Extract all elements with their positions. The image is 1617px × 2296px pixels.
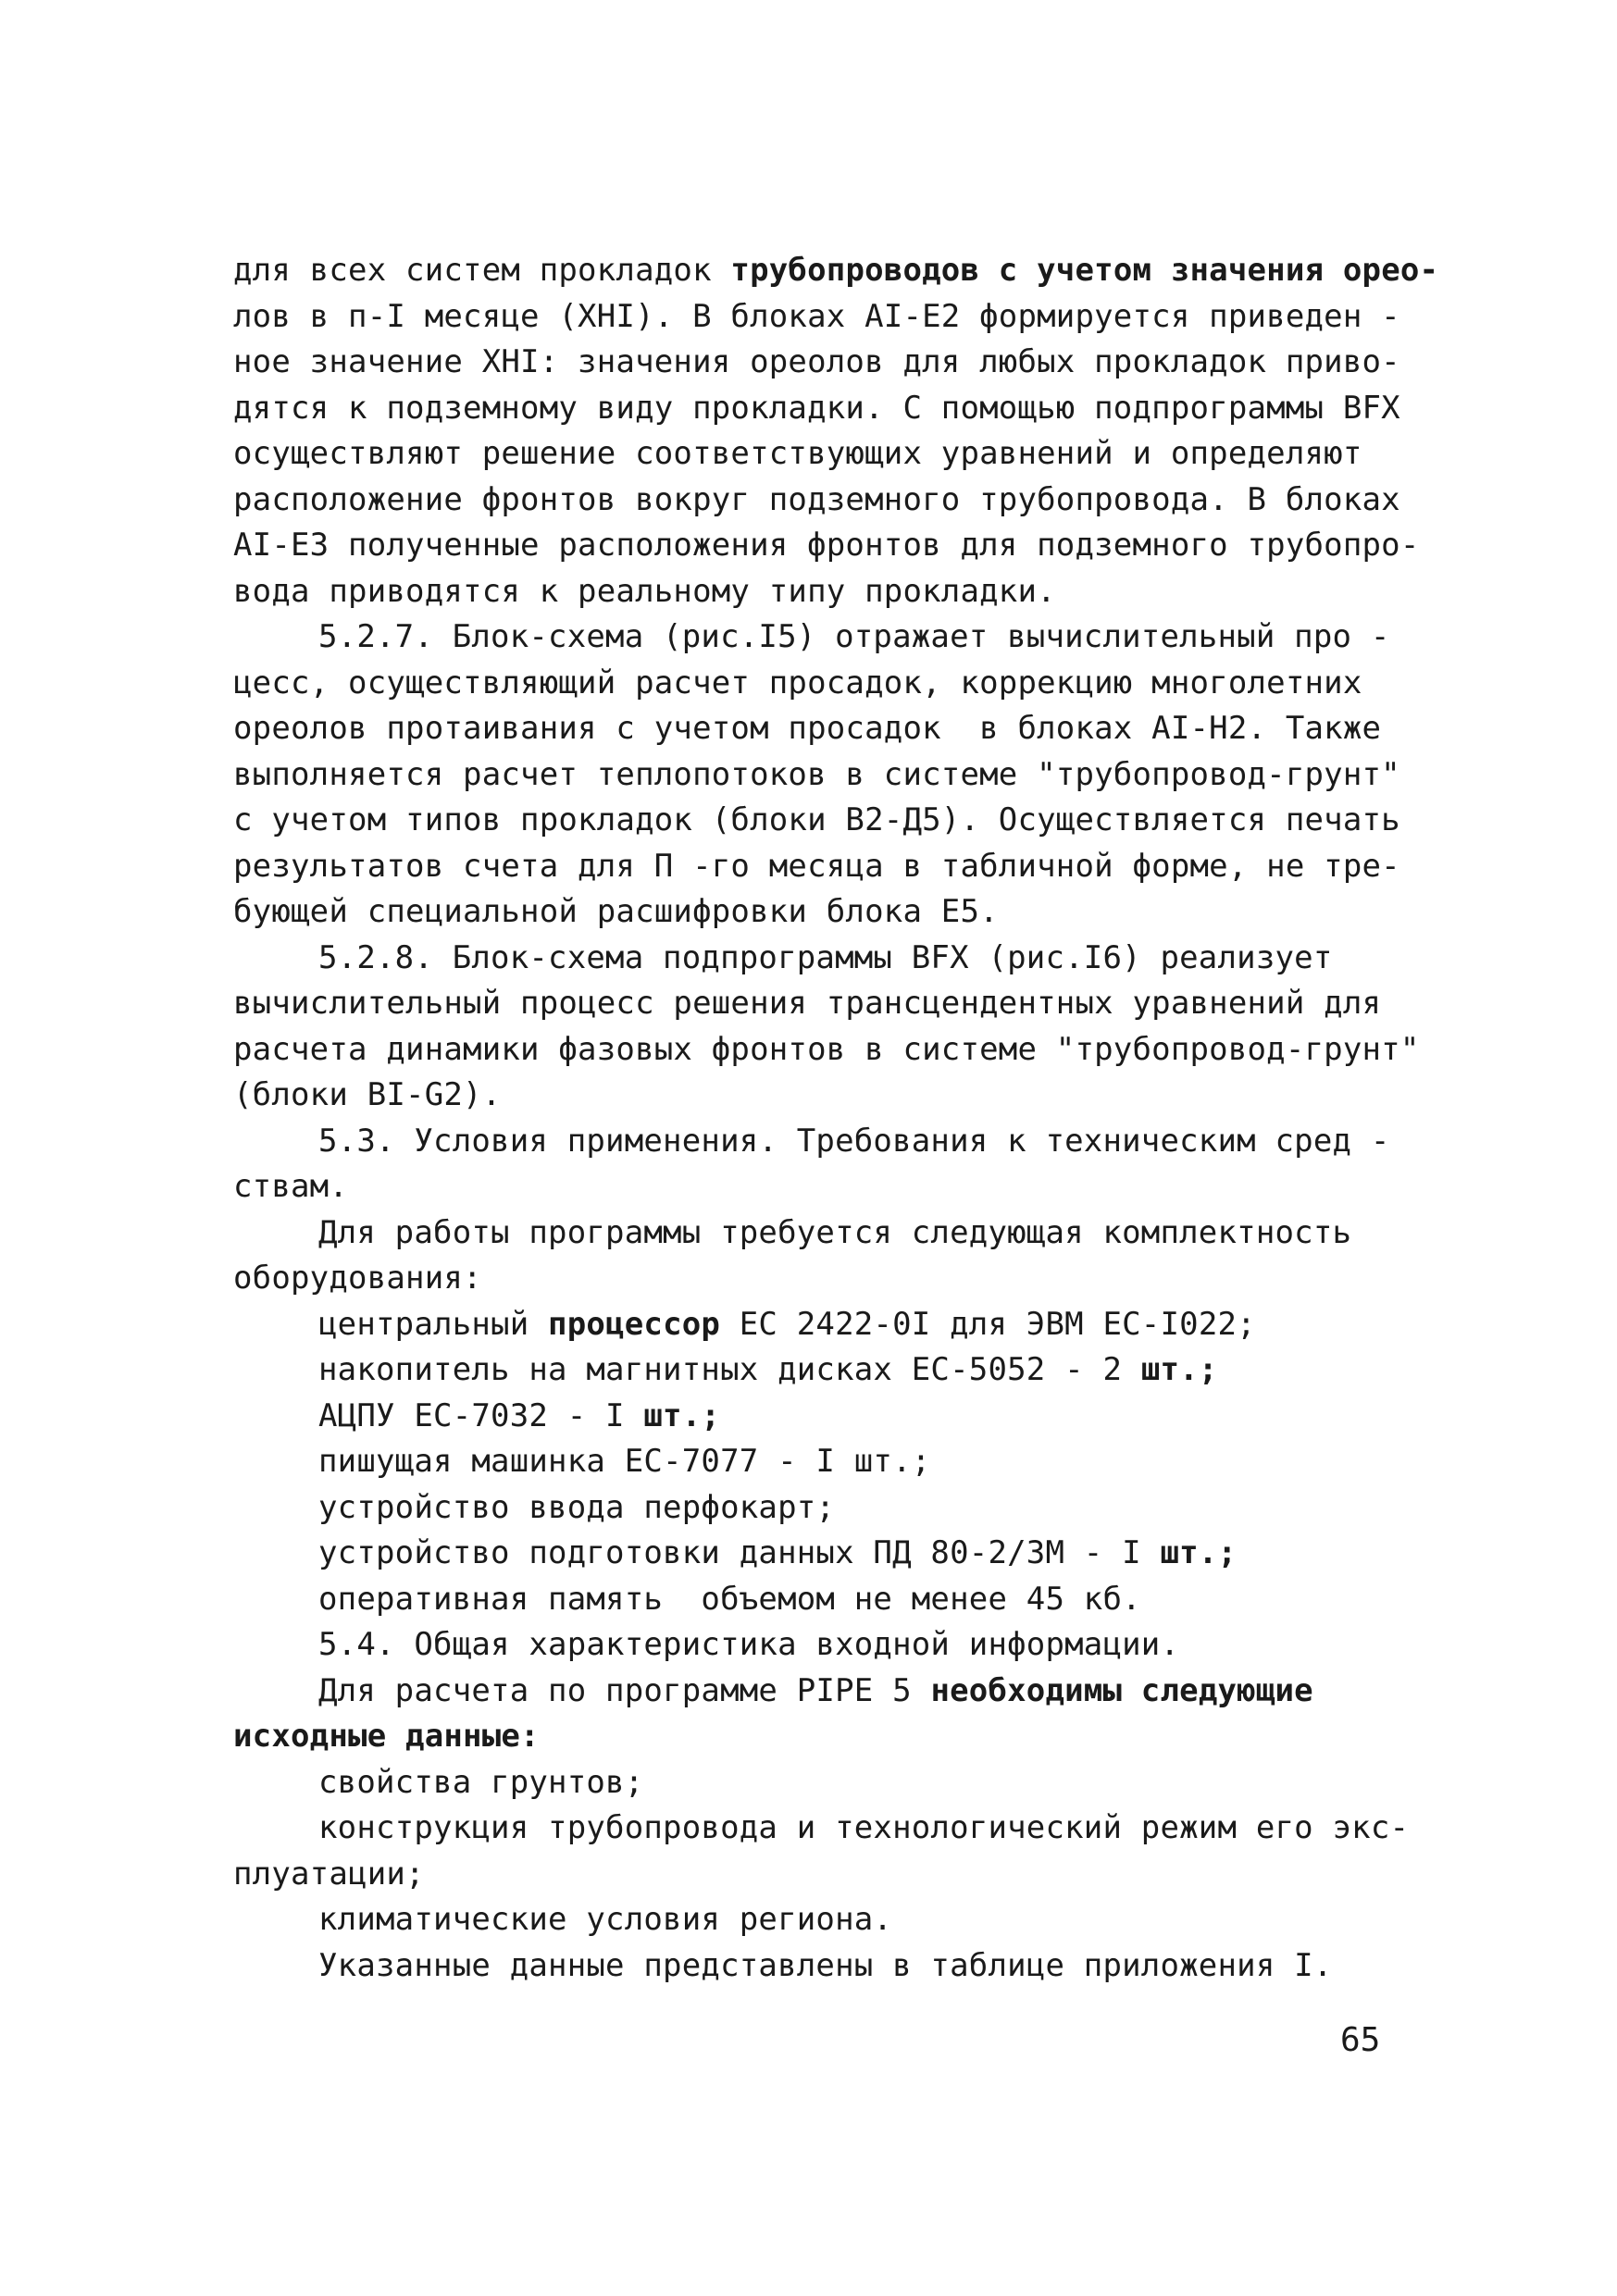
text-line xyxy=(233,661,1399,707)
bold-text-run: шт.; xyxy=(643,1396,721,1434)
text-run: оперативная память объемом не менее 45 кб. xyxy=(318,1580,1141,1618)
bold-text-run: шт.; xyxy=(1140,1351,1218,1388)
text-run: устройство подготовки данных ПД 80-2/3М - I xyxy=(318,1534,1161,1571)
bold-text-run: процессор xyxy=(548,1305,721,1343)
text-run: конструкция трубопровода и технологический режим его экс- xyxy=(318,1809,1410,1846)
text-run: АЦПУ ЕС-7032 - I xyxy=(318,1396,644,1434)
text-run: расположение фронтов вокруг подземного трубопровода. В блоках xyxy=(233,480,1400,518)
text-line xyxy=(233,1027,1420,1074)
text-run: 5.3. Условия применения. Требования к техническим сред - xyxy=(318,1122,1390,1160)
bold-text-run: трубопроводов с учетом значения орео- xyxy=(730,252,1439,289)
text-line xyxy=(233,1164,1399,1210)
text-run: устройство ввода перфокарт; xyxy=(318,1488,836,1526)
text-run: Для расчета по программе PIPE 5 xyxy=(318,1671,931,1709)
text-line xyxy=(233,1852,1399,1898)
text-line xyxy=(233,1119,1399,1165)
text-line xyxy=(233,431,1399,478)
text-line xyxy=(233,1806,1410,1852)
text-run: ное значение ХНI: значения ореолов для любых прокладок приво- xyxy=(233,343,1400,380)
text-line xyxy=(233,981,1399,1027)
text-line xyxy=(233,889,1399,936)
text-run: (блоки ВI-G2). xyxy=(233,1076,502,1113)
text-line xyxy=(233,1394,1399,1440)
text-run: расчета динамики фазовых фронтов в системе "трубопровод-грунт" xyxy=(233,1030,1420,1068)
text-line xyxy=(233,752,1399,799)
text-run: ЕС 2422-0I для ЭВМ ЕС-I022; xyxy=(720,1305,1256,1343)
text-run: плуатации; xyxy=(233,1855,425,1893)
text-line xyxy=(233,1439,1399,1485)
text-run: АI-Е3 полученные расположения фронтов для подземного трубопро- xyxy=(233,527,1420,564)
text-run: ореолов протаивания с учетом просадок в блоках АI-Н2. Также xyxy=(233,710,1382,747)
text-line xyxy=(233,1943,1399,1990)
text-line xyxy=(233,1485,1399,1532)
text-line xyxy=(233,478,1399,524)
bold-text-run: шт.; xyxy=(1160,1534,1238,1571)
text-run: осуществляют решение соответствующих уравнений и определяют xyxy=(233,435,1362,472)
text-line xyxy=(233,1577,1399,1623)
text-line xyxy=(233,844,1399,890)
text-line xyxy=(233,798,1399,844)
text-line xyxy=(233,386,1399,432)
text-line xyxy=(233,569,1399,615)
text-run: дятся к подземному виду прокладки. С помощью подпрограммы BFX xyxy=(233,389,1400,427)
text-run: вычислительный процесс решения трансцендентных уравнений для xyxy=(233,985,1382,1022)
text-run: климатические условия региона. xyxy=(318,1901,893,1938)
text-run: накопитель на магнитных дисках ЕС-5052 - 2 xyxy=(318,1351,1141,1388)
text-line xyxy=(233,294,1399,341)
text-run: с учетом типов прокладок (блоки В2-Д5). Осуществляется печать xyxy=(233,801,1400,838)
text-run: свойства грунтов; xyxy=(318,1763,644,1801)
text-run: 5.4. Общая характеристика входной информации. xyxy=(318,1626,1180,1663)
text-line xyxy=(233,248,1439,294)
page-number: 65 xyxy=(1340,2021,1381,2059)
text-line xyxy=(233,1210,1399,1257)
text-run: пишущая машинка ЕС-7077 - I шт.; xyxy=(318,1443,931,1480)
text-line xyxy=(233,1669,1399,1715)
text-run: оборудования: xyxy=(233,1260,482,1297)
text-line xyxy=(233,1897,1399,1943)
text-run: цесс, осуществляющий расчет просадок, коррекцию многолетних xyxy=(233,664,1362,701)
text-run: лов в п-I месяце (ХНI). В блоках АI-Е2 формируется приведен - xyxy=(233,297,1400,335)
text-run: выполняется расчет теплопотоков в системе "трубопровод-грунт" xyxy=(233,755,1400,793)
text-line xyxy=(233,706,1399,752)
text-run: 5.2.8. Блок-схема подпрограммы BFX (рис.I6) реализует xyxy=(318,938,1333,976)
text-line xyxy=(233,1714,1399,1760)
text-line xyxy=(233,1256,1399,1302)
text-line xyxy=(233,1073,1399,1119)
text-line xyxy=(233,1760,1399,1806)
text-run: Указанные данные представлены в таблице приложения I. xyxy=(318,1946,1333,1984)
text-run: 5.2.7. Блок-схема (рис.I5) отражает вычислительный про - xyxy=(318,618,1390,655)
text-run: Для работы программы требуется следующая комплектность xyxy=(318,1213,1352,1251)
text-line xyxy=(233,523,1420,569)
text-run: центральный xyxy=(318,1305,549,1343)
text-line xyxy=(233,1531,1399,1577)
text-run: ствам. xyxy=(233,1168,349,1205)
text-line xyxy=(233,1622,1399,1669)
text-run: бующей специальной расшифровки блока Е5. xyxy=(233,893,999,930)
text-line xyxy=(233,1347,1399,1394)
bold-text-run: необходимы следующие xyxy=(930,1671,1313,1709)
body-text xyxy=(233,248,1439,1989)
text-run: вода приводятся к реальному типу прокладки. xyxy=(233,572,1056,610)
text-run: для всех систем прокладок xyxy=(233,252,731,289)
text-line xyxy=(233,340,1399,386)
text-line xyxy=(233,614,1399,661)
text-line xyxy=(233,1302,1399,1348)
text-run: результатов счета для П -го месяца в табличной форме, не тре- xyxy=(233,847,1400,885)
bold-text-run: исходные данные: xyxy=(233,1718,540,1755)
text-line xyxy=(233,936,1399,982)
